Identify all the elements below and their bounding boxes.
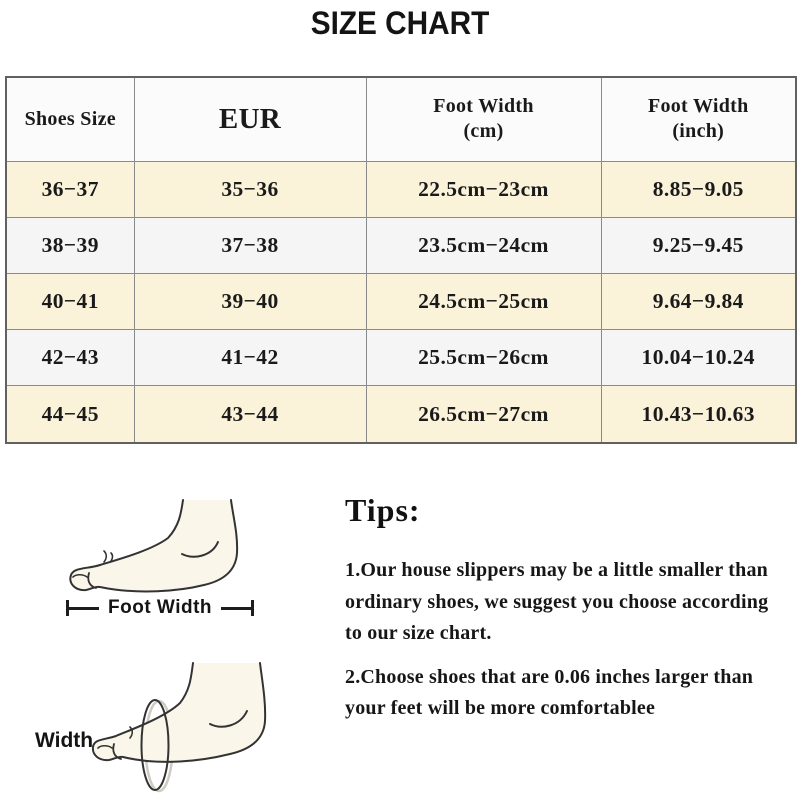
cell-foot-width-inch: 9.25−9.45	[601, 217, 796, 273]
foot-side-view-icon	[60, 496, 258, 596]
cell-eur: 41−42	[134, 330, 366, 386]
cell-foot-width-inch: 9.64−9.84	[601, 273, 796, 329]
tip-line: to our size chart.	[345, 622, 492, 644]
table-row	[6, 161, 796, 217]
cell-eur: 39−40	[134, 273, 366, 329]
table-row	[6, 386, 796, 443]
cell-shoes-size: 36−37	[6, 161, 134, 217]
table-row	[6, 217, 796, 273]
cell-eur: 35−36	[134, 161, 366, 217]
cell-foot-width-cm: 23.5cm−24cm	[366, 217, 601, 273]
tips-heading: Tips:	[345, 492, 421, 528]
tip-line: your feet will be more comfortablee	[345, 697, 656, 719]
tip-item-1	[345, 555, 785, 650]
table-row	[6, 330, 796, 386]
cell-foot-width-inch: 10.04−10.24	[601, 330, 796, 386]
cell-eur: 37−38	[134, 217, 366, 273]
foot-width-label: Foot Width	[108, 597, 213, 618]
foot-girth-view-icon	[90, 658, 288, 796]
header-foot-width-cm: Foot Width (cm)	[366, 77, 601, 161]
measure-left-line	[69, 607, 99, 610]
table-header-row	[6, 77, 796, 161]
width-label: Width	[35, 729, 94, 752]
cell-foot-width-inch: 10.43−10.63	[601, 386, 796, 443]
cell-foot-width-cm: 22.5cm−23cm	[366, 161, 601, 217]
cell-foot-width-cm: 24.5cm−25cm	[366, 273, 601, 329]
cell-foot-width-cm: 25.5cm−26cm	[366, 330, 601, 386]
table-row	[6, 273, 796, 329]
tip-item-2	[345, 662, 785, 725]
header-shoes-size: Shoes Size	[6, 77, 134, 161]
cell-eur: 43−44	[134, 386, 366, 443]
header-eur: EUR	[134, 77, 366, 161]
cell-shoes-size: 42−43	[6, 330, 134, 386]
measure-right-tick-icon	[251, 600, 254, 616]
tip-line: 2.Choose shoes that are 0.06 inches larger than	[345, 665, 754, 688]
cell-foot-width-cm: 26.5cm−27cm	[366, 386, 601, 443]
cell-shoes-size: 38−39	[6, 217, 134, 273]
tips-section	[345, 492, 785, 725]
tip-line: ordinary shoes, we suggest you choose according	[345, 590, 769, 613]
foot-width-measure	[66, 598, 254, 618]
page-title: SIZE CHART	[310, 5, 490, 41]
size-table	[5, 76, 797, 444]
measure-right-line	[221, 607, 251, 610]
tip-line: 1.Our house slippers may be a little smaller than	[345, 559, 768, 581]
cell-shoes-size: 40−41	[6, 273, 134, 329]
cell-shoes-size: 44−45	[6, 386, 134, 443]
cell-foot-width-inch: 8.85−9.05	[601, 161, 796, 217]
header-foot-width-inch: Foot Width (inch)	[601, 77, 796, 161]
